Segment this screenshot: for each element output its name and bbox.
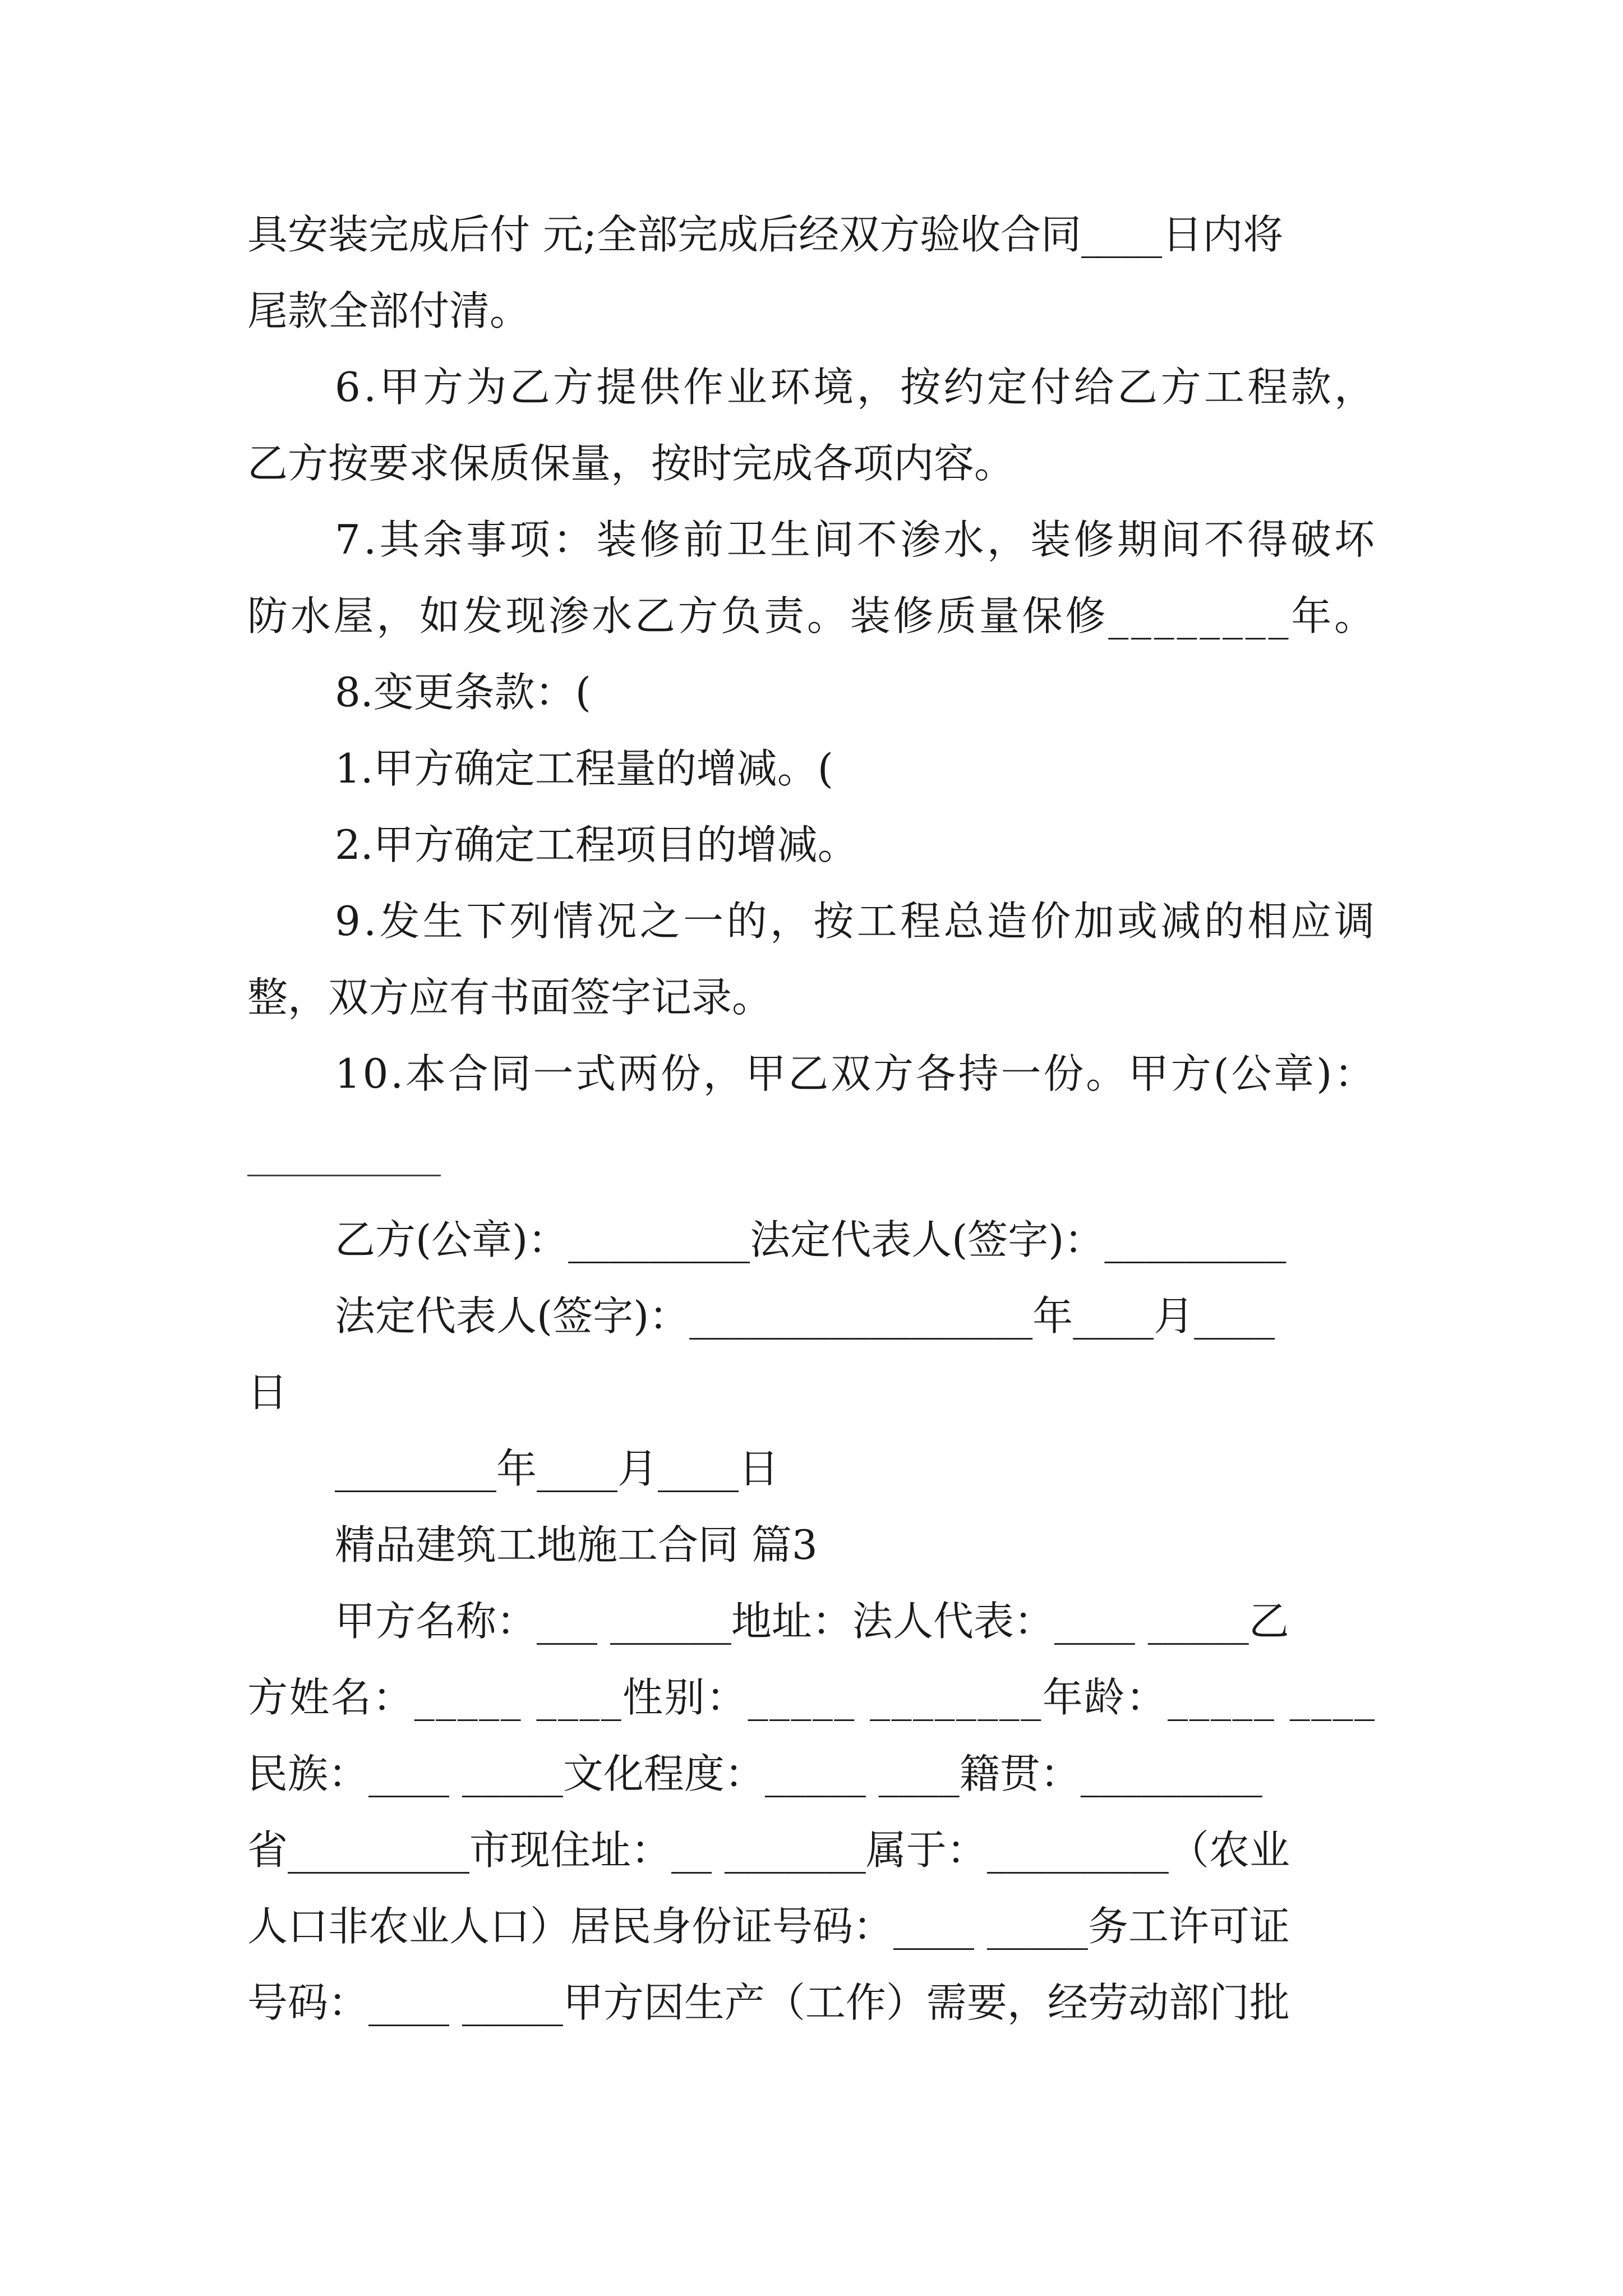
- section-heading: [335, 1517, 1375, 1573]
- text-line-1: [247, 206, 1375, 263]
- text-line-22: [247, 1898, 1375, 1954]
- text-line-8-content: 1.甲方确定工程量的增减。(: [335, 745, 833, 792]
- text-line-7-content: 8.变更条款：(: [335, 669, 591, 716]
- text-line-16: [335, 1441, 1375, 1497]
- text-line-5: [335, 512, 1378, 568]
- text-line-9-content: 2.甲方确定工程项目的增减。: [335, 821, 858, 868]
- text-line-15-content: 日: [247, 1369, 288, 1416]
- text-line-20-content: 民族：____ _____文化程度：_____ ____籍贯：_________: [247, 1750, 1262, 1797]
- text-line-3-content: 6.甲方为乙方提供作业环境，按约定付给乙方工程款，: [335, 364, 1378, 411]
- text-line-23-content: 号码：____ _____甲方因生产（工作）需要，经劳动部门批: [247, 1979, 1290, 2026]
- section-heading-content: 精品建筑工地施工合同 篇3: [335, 1521, 818, 1568]
- text-line-18: [335, 1593, 1375, 1649]
- signature-underline: [247, 1175, 441, 1176]
- text-line-11-content: 整，双方应有书面签字记录。: [247, 974, 773, 1021]
- text-line-12: [335, 1046, 1375, 1102]
- text-line-10: [335, 893, 1378, 949]
- text-line-1-content: 具安装完成后付 元;全部完成后经双方验收合同____日内将: [247, 211, 1284, 258]
- text-line-12-content: 10.本合同一式两份，甲乙双方各持一份。甲方(公章)：: [335, 1050, 1377, 1097]
- text-line-6-content: 防水屋，如发现渗水乙方负责。装修质量保修________年。: [247, 592, 1377, 639]
- text-line-15: [247, 1364, 1375, 1420]
- text-line-4: [247, 435, 1375, 491]
- text-line-21-content: 省_________市现住址：__ _______属于：_________（农业: [247, 1826, 1290, 1874]
- text-line-6: [247, 588, 1375, 644]
- text-line-22-content: 人口非农业人口）居民身份证号码：____ _____务工许可证: [247, 1903, 1290, 1950]
- text-line-13: [335, 1212, 1375, 1268]
- text-line-5-content: 7.其余事项：装修前卫生间不渗水，装修期间不得破坏: [335, 516, 1378, 563]
- text-line-20: [247, 1746, 1375, 1802]
- text-line-2-content: 尾款全部付清。: [247, 287, 531, 334]
- text-line-19-content: 方姓名：_____ ____性别：_____ ________年龄：_____ ____: [247, 1674, 1376, 1721]
- text-line-7: [335, 664, 1375, 720]
- text-line-8: [335, 740, 1375, 797]
- text-line-16-content: ________年____月____日: [335, 1445, 779, 1492]
- text-line-3: [335, 359, 1378, 415]
- text-line-10-content: 9.发生下列情况之一的，按工程总造价加或减的相应调: [335, 898, 1378, 945]
- text-line-2: [247, 283, 1375, 339]
- text-line-4-content: 乙方按要求保质保量，按时完成各项内容。: [247, 440, 1015, 487]
- text-line-21: [247, 1822, 1375, 1878]
- text-line-13-content: 乙方(公章)：_________法定代表人(签字)：_________: [335, 1216, 1287, 1263]
- text-line-19: [247, 1669, 1375, 1726]
- text-line-9: [335, 817, 1375, 873]
- text-line-14: [335, 1288, 1375, 1344]
- text-line-11: [247, 969, 1375, 1025]
- text-line-23: [247, 1975, 1375, 2031]
- text-line-14-content: 法定代表人(签字)：_________________年____月____: [335, 1292, 1275, 1340]
- text-line-18-content: 甲方名称：___ ______地址：法人代表：____ _____乙: [335, 1598, 1289, 1645]
